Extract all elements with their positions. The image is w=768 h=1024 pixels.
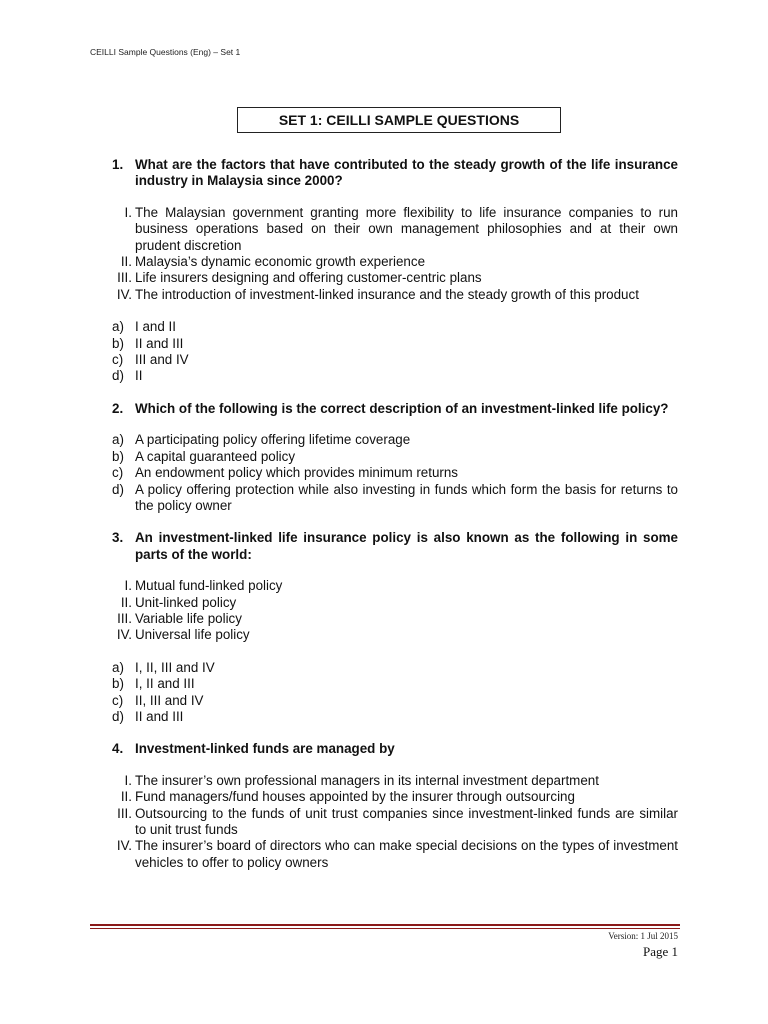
statement-text: Variable life policy — [135, 610, 242, 626]
statement-item — [112, 806, 678, 839]
option-text: A policy offering protection while also investing in funds which form the basis for returns to the policy owner — [135, 481, 678, 513]
statement-list — [112, 578, 678, 644]
question-number: 3. — [112, 530, 124, 546]
option-list — [112, 432, 678, 514]
statement-item — [112, 595, 678, 611]
statement-text: The introduction of investment-linked insurance and the steady growth of this product — [135, 286, 639, 302]
option-mark: a) — [112, 659, 124, 675]
option-text: II and III — [135, 708, 184, 724]
statement-item — [112, 578, 678, 594]
footer-rule — [90, 924, 680, 929]
statement-text: Life insurers designing and offering customer-centric plans — [135, 270, 482, 286]
statement-mark: I. — [124, 578, 132, 594]
statement-list — [112, 205, 678, 303]
option-item — [112, 709, 678, 725]
statement-item — [112, 627, 678, 643]
question-number: 1. — [112, 157, 124, 172]
option-item — [112, 465, 678, 481]
statement-mark: II. — [120, 789, 132, 805]
page-number: Page 1 — [642, 944, 678, 959]
statement-mark: III. — [117, 610, 132, 626]
option-text: An endowment policy which provides minimum returns — [135, 465, 458, 481]
statement-text: Universal life policy — [135, 627, 250, 643]
statement-mark: III. — [117, 270, 132, 286]
statement-mark: IV. — [116, 838, 132, 854]
option-item — [112, 676, 678, 692]
question-text: Investment-linked funds are managed by — [135, 741, 395, 757]
version-label: Version: 1 Jul 2015 — [608, 931, 678, 941]
footer-rule-thin — [90, 928, 680, 929]
option-mark: b) — [112, 676, 124, 692]
statement-text: The insurer’s board of directors who can make special decisions on the types of investment vehicles to offer to policy owners — [135, 838, 678, 870]
option-text: II and III — [135, 335, 184, 351]
statement-list — [112, 773, 678, 871]
statement-text: The Malaysian government granting more flexibility to life insurance companies to run business operations based on their own management philosophies and at their own prudent discretion — [135, 204, 678, 253]
option-mark: d) — [112, 368, 124, 384]
question-text: Which of the following is the correct description of an investment-linked life policy? — [135, 400, 669, 416]
option-text: II — [135, 368, 143, 384]
option-text: II, III and IV — [135, 692, 204, 708]
option-text: A capital guaranteed policy — [135, 448, 296, 464]
option-list — [112, 319, 678, 385]
option-item — [112, 368, 678, 384]
statement-item — [112, 205, 678, 254]
question-number: 4. — [112, 741, 124, 757]
statement-mark: III. — [117, 805, 132, 821]
statement-item — [112, 611, 678, 627]
statement-text: The insurer’s own professional managers in its internal investment department — [135, 772, 599, 788]
statement-text: Fund managers/fund houses appointed by the insurer through outsourcing — [135, 789, 575, 805]
option-text: A participating policy offering lifetime coverage — [135, 432, 411, 448]
option-item — [112, 352, 678, 368]
option-item — [112, 693, 678, 709]
statement-text: Outsourcing to the funds of unit trust companies since investment-linked funds are similar to unit trust funds — [135, 805, 678, 837]
question-text: An investment-linked life insurance policy is also known as the following in some parts of the world: — [135, 530, 678, 562]
option-mark: b) — [112, 448, 124, 464]
option-mark: a) — [112, 432, 124, 448]
option-mark: c) — [112, 352, 124, 368]
statement-text: Unit-linked policy — [135, 594, 237, 610]
statement-mark: I. — [124, 772, 132, 788]
statement-text: Malaysia’s dynamic economic growth experience — [135, 254, 426, 270]
option-mark: c) — [112, 465, 124, 481]
page-title: SET 1: CEILLI SAMPLE QUESTIONS — [237, 107, 561, 133]
statement-item — [112, 254, 678, 270]
question-list — [112, 157, 678, 887]
statement-mark: II. — [120, 594, 132, 610]
statement-item — [112, 773, 678, 789]
running-header: CEILLI Sample Questions (Eng) – Set 1 — [90, 47, 241, 57]
option-text: I and II — [135, 319, 176, 335]
option-item — [112, 319, 678, 335]
option-mark: d) — [112, 481, 124, 497]
option-list — [112, 660, 678, 726]
question-4 — [112, 741, 678, 757]
question-3 — [112, 530, 678, 563]
option-text: III and IV — [135, 352, 189, 368]
statement-item — [112, 287, 678, 303]
option-text: I, II, III and IV — [135, 659, 215, 675]
option-mark: d) — [112, 708, 124, 724]
option-mark: a) — [112, 319, 124, 335]
statement-item — [112, 838, 678, 871]
option-mark: b) — [112, 335, 124, 351]
footer-rule-thick — [90, 924, 680, 926]
question-2 — [112, 401, 678, 417]
question-number: 2. — [112, 400, 124, 416]
statement-mark: IV. — [116, 286, 132, 302]
option-item — [112, 660, 678, 676]
question-text: What are the factors that have contributed to the steady growth of the life insurance industry in Malaysia since 2000? — [135, 157, 678, 189]
statement-mark: IV. — [116, 627, 132, 643]
statement-text: Mutual fund-linked policy — [135, 578, 283, 594]
option-item — [112, 432, 678, 448]
statement-item — [112, 789, 678, 805]
option-item — [112, 336, 678, 352]
option-item — [112, 482, 678, 515]
statement-mark: II. — [120, 254, 132, 270]
option-item — [112, 449, 678, 465]
statement-mark: I. — [124, 204, 132, 220]
option-mark: c) — [112, 692, 124, 708]
statement-item — [112, 270, 678, 286]
option-text: I, II and III — [135, 676, 195, 692]
question-1 — [112, 157, 678, 190]
